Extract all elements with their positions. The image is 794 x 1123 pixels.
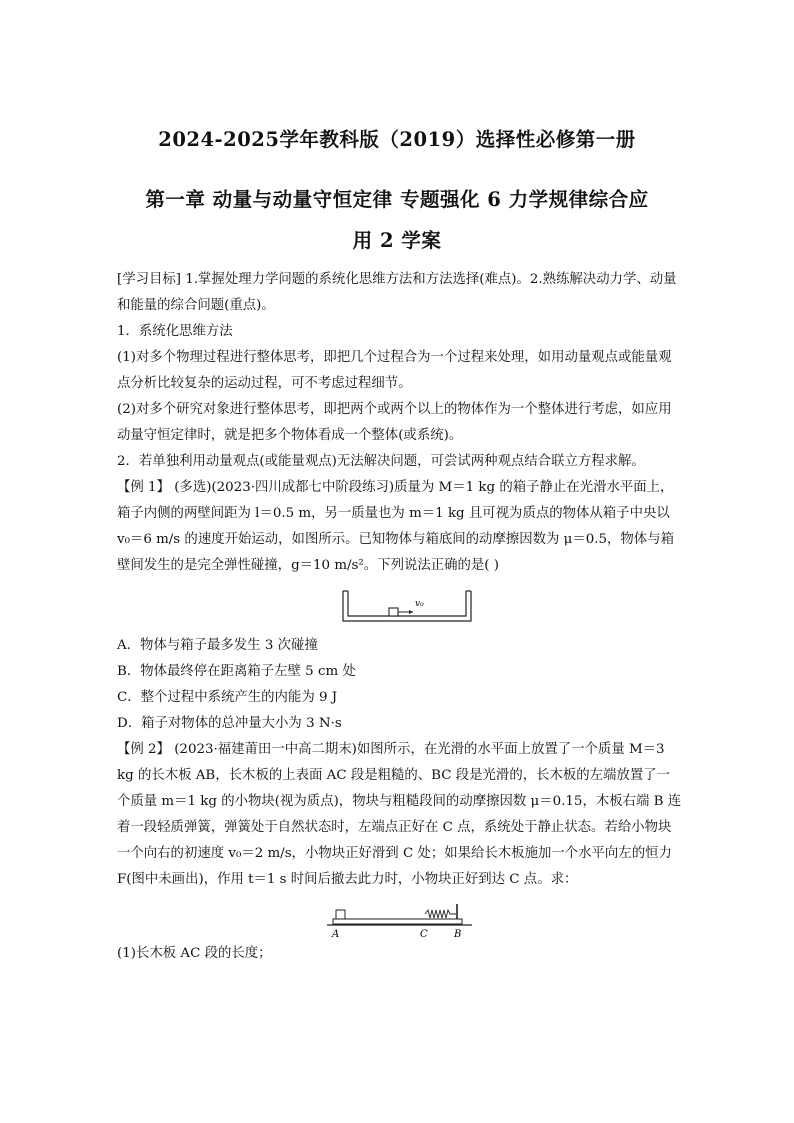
box-diagram-figure (117, 587, 682, 625)
point-b-label: B (454, 929, 462, 940)
example-1-question: 【例 1】 (多选)(2023·四川成都七中阶段练习)质量为 M＝1 kg 的箱子静止在光滑水平面上，箱子内侧的两壁间距为 l＝0.5 m，另一质量也为 m＝1 kg 且可视为质点的物体从箱子中央以 v₀＝6 m/s 的速度开始运动，如图所示。已知物体与箱底间的动摩擦因数为 μ＝0.5，物体与箱壁间发生的是完全弹性碰撞，g＝10 m/s²。下列说法正确的是( ) (117, 480, 674, 573)
learning-objectives: [学习目标] 1.掌握处理力学问题的系统化思维方法和方法选择(难点)。2.熟练解决动力学、动量和能量的综合问题(重点)。 (117, 272, 677, 313)
velocity-arrowhead (409, 610, 413, 614)
option-d: D．箱子对物体的总冲量大小为 3 N·s (117, 716, 342, 731)
small-block (389, 608, 398, 616)
point-a-label: A (332, 929, 340, 940)
point-c-label: C (420, 929, 428, 940)
document-title-line3: 用 2 学案 (352, 229, 442, 252)
document-title-line1: 2024-2025学年教科版（2019）选择性必修第一册 (158, 128, 636, 151)
sub-question-1: (1)长木板 AC 段的长度； (117, 946, 272, 961)
spring (425, 910, 456, 918)
section-1-title: 1．系统化思维方法 (117, 324, 233, 339)
document-body (117, 267, 682, 967)
section-2: 2．若单独利用动量观点(或能量观点)无法解决问题，可尝试两种观点结合联立方程求解。 (117, 454, 645, 469)
section-1-point-1: (1)对多个物理过程进行整体思考，即把几个过程合为一个过程来处理，如用动量观点或能量观点分析比较复杂的运动过程，可不考虑过程细节。 (117, 350, 672, 391)
example-2-question: 【例 2】 (2023·福建莆田一中高二期末)如图所示，在光滑的水平面上放置了一个质量 M＝3 kg 的长木板 AB，长木板的上表面 AC 段是粗糙的、BC 段是光滑的，长木板的左端放置了一个质量 m＝1 kg 的小物块(视为质点)，物块与粗糙段间的动摩擦因数 μ＝0.15，木板右端 B 连着一段轻质弹簧，弹簧处于自然状态时，左端点正好在 C 点，系统处于静止状态。若给小物块一个向右的初速度 v₀＝2 m/s，小物块正好滑到 C 处；如果给长木板施加一个水平向左的恒力 F(图中未画出)，作用 t＝1 s 时间后撤去此力时，小物块正好到达 C 点。求： (117, 742, 682, 887)
velocity-label: v₀ (415, 599, 424, 609)
small-block (336, 910, 345, 919)
option-c: C．整个过程中系统产生的内能为 9 J (117, 690, 338, 705)
long-plank (333, 919, 462, 924)
box-container (343, 591, 471, 621)
section-1-point-2: (2)对多个研究对象进行整体思考，即把两个或两个以上的物体作为一个整体进行考虑，如应用动量守恒定律时，就是把多个物体看成一个整体(或系统)。 (117, 402, 672, 443)
plank-spring-figure (117, 897, 682, 941)
option-b: B．物体最终停在距离箱子左壁 5 cm 处 (117, 664, 356, 679)
option-a: A．物体与箱子最多发生 3 次碰撞 (117, 638, 318, 653)
document-title-line2: 第一章 动量与动量守恒定律 专题强化 6 力学规律综合应 (145, 188, 649, 211)
